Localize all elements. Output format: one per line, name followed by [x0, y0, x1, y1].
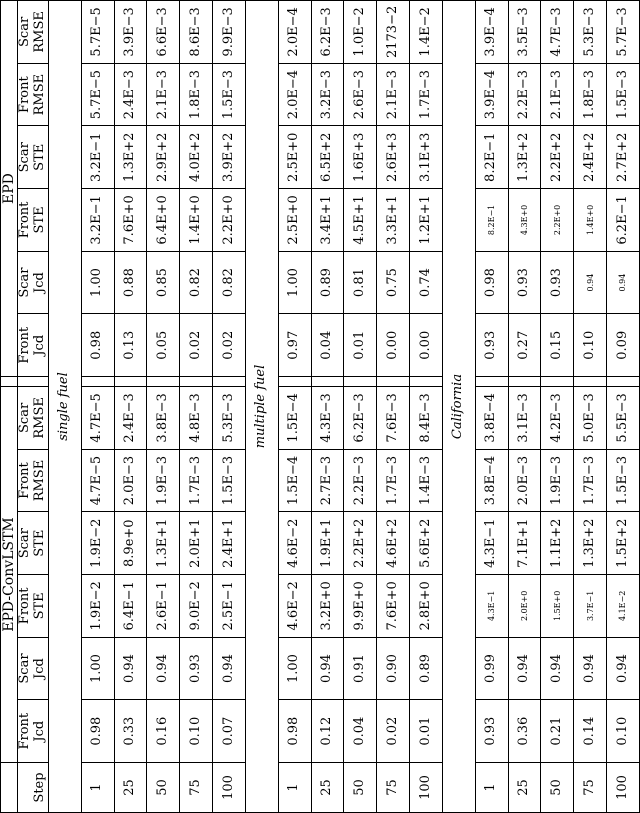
table-body	[48, 1, 639, 813]
value-cell: 1.4E−2	[410, 1, 443, 64]
value-cell: 1.8E−3	[574, 63, 607, 126]
metric-header-line2: Jcd	[32, 658, 48, 679]
value-cell: 1.00	[81, 251, 114, 314]
metric-header	[18, 314, 49, 377]
value-cell: 0.93	[475, 314, 508, 377]
value-cell: 0.01	[344, 314, 377, 377]
value-cell: 2.0E−3	[114, 449, 147, 512]
value-cell: 1.4E+0	[574, 189, 607, 252]
value-cell: 0.94	[311, 637, 344, 700]
value-cell: 3.8E−4	[475, 449, 508, 512]
metric-header-line2: Jcd	[32, 334, 48, 356]
value-cell: 5.7E−3	[607, 1, 640, 64]
metric-header-line1: Front	[17, 201, 33, 239]
value-cell: 1.6E+3	[344, 126, 377, 189]
value-cell: 0.98	[81, 314, 114, 377]
value-cell: 1.3E+2	[574, 512, 607, 575]
value-cell: 2.0E−4	[278, 1, 311, 64]
metric-header-line1: Scar	[17, 528, 33, 559]
value-cell: 8.4E−3	[410, 387, 443, 450]
value-cell: 1.9E−3	[541, 449, 574, 512]
value-cell: 2.5E−1	[213, 575, 246, 638]
step-cell: 75	[180, 763, 213, 813]
section-header-row	[442, 1, 475, 813]
value-cell: 2.8E+0	[410, 575, 443, 638]
value-cell: 2.5E+0	[278, 189, 311, 252]
value-cell: 3.2E−3	[311, 63, 344, 126]
metric-header-line2: Jcd	[32, 272, 48, 293]
table-row	[81, 1, 114, 813]
value-cell: 3.1E+3	[410, 126, 443, 189]
value-cell: 6.6E−3	[147, 1, 180, 64]
value-cell: 1.9E−2	[81, 575, 114, 638]
value-cell: 6.2E−3	[311, 1, 344, 64]
value-cell: 2.0E+0	[508, 575, 541, 638]
value-cell: 3.9E+2	[213, 126, 246, 189]
value-cell: 1.00	[81, 637, 114, 700]
value-cell: 0.14	[574, 700, 607, 763]
value-cell: 0.93	[180, 637, 213, 700]
value-cell: 2.2E−3	[508, 63, 541, 126]
metric-header-line2: RMSE	[32, 73, 48, 116]
value-cell: 0.13	[114, 314, 147, 377]
value-cell: 0.93	[475, 700, 508, 763]
value-cell: 7.6E+0	[377, 575, 410, 638]
model-header-epd-convlstm: EPD-ConvLSTM	[1, 387, 18, 763]
value-cell: 3.2E−1	[81, 189, 114, 252]
model-header-epd: EPD	[1, 1, 18, 377]
value-cell: 1.5E+2	[607, 512, 640, 575]
table-row	[541, 1, 574, 813]
value-cell: 0.98	[81, 700, 114, 763]
metric-header	[18, 575, 49, 638]
step-cell: 25	[114, 763, 147, 813]
metric-header	[18, 1, 49, 64]
value-cell: 1.7E−3	[410, 63, 443, 126]
value-cell: 0.94	[574, 251, 607, 314]
value-cell: 1.7E−3	[574, 449, 607, 512]
value-cell: 4.3E−1	[475, 512, 508, 575]
value-cell: 0.05	[147, 314, 180, 377]
value-cell: 0.94	[574, 637, 607, 700]
value-cell: 1.4E−3	[410, 449, 443, 512]
value-cell: 0.00	[377, 314, 410, 377]
metric-header-row	[18, 1, 49, 813]
step-cell: 1	[475, 763, 508, 813]
value-cell: 9.9E+0	[344, 575, 377, 638]
value-cell: 3.9E−3	[114, 1, 147, 64]
metric-header	[18, 63, 49, 126]
table-row	[180, 1, 213, 813]
value-cell: 8.9e+0	[114, 512, 147, 575]
value-cell: 0.04	[344, 700, 377, 763]
value-cell: 1.4E+0	[180, 189, 213, 252]
value-cell: 0.81	[344, 251, 377, 314]
value-cell: 5.3E−3	[574, 1, 607, 64]
value-cell: 8.2E−1	[475, 126, 508, 189]
value-cell: 6.2E−1	[607, 189, 640, 252]
value-cell: 3.7E−1	[574, 575, 607, 638]
value-cell: 0.36	[508, 700, 541, 763]
value-cell: 2.0E−3	[508, 449, 541, 512]
metric-header-line1: Front	[17, 712, 33, 750]
value-cell: 3.4E+1	[311, 189, 344, 252]
value-cell: 1.1E+2	[541, 512, 574, 575]
gap-cell	[344, 377, 377, 387]
table-row	[475, 1, 508, 813]
value-cell: 0.27	[508, 314, 541, 377]
metric-header-line2: RMSE	[32, 11, 48, 53]
value-cell: 2.7E+2	[607, 126, 640, 189]
value-cell: 2.1E−3	[147, 63, 180, 126]
metric-header-line2: STE	[32, 592, 48, 620]
value-cell: 0.82	[213, 251, 246, 314]
value-cell: 0.02	[180, 314, 213, 377]
metric-header	[18, 387, 49, 450]
value-cell: 3.9E−4	[475, 63, 508, 126]
value-cell: 1.5E−3	[607, 63, 640, 126]
value-cell: 3.2E+0	[311, 575, 344, 638]
value-cell: 4.7E−5	[81, 449, 114, 512]
step-cell: 50	[541, 763, 574, 813]
value-cell: 5.5E−3	[607, 387, 640, 450]
section-title: California	[442, 1, 475, 813]
section-header-row	[245, 1, 278, 813]
value-cell: 2.4E−3	[114, 387, 147, 450]
value-cell: 3.2E−1	[81, 126, 114, 189]
value-cell: 0.93	[541, 251, 574, 314]
value-cell: 7.6E+0	[114, 189, 147, 252]
value-cell: 0.98	[278, 700, 311, 763]
value-cell: 0.94	[213, 637, 246, 700]
section-title: single fuel	[48, 1, 81, 813]
value-cell: 2.4E−3	[114, 63, 147, 126]
table-row	[344, 1, 377, 813]
value-cell: 4.0E+2	[180, 126, 213, 189]
value-cell: 4.3E−3	[311, 387, 344, 450]
value-cell: 4.7E−5	[81, 387, 114, 450]
value-cell: 0.90	[377, 637, 410, 700]
metric-header	[18, 251, 49, 314]
gap-cell	[1, 377, 18, 387]
value-cell: 4.6E−2	[278, 575, 311, 638]
metric-header-line1: Front	[17, 76, 33, 113]
value-cell: 5.7E−5	[81, 63, 114, 126]
value-cell: 0.01	[410, 700, 443, 763]
step-cell: 100	[410, 763, 443, 813]
value-cell: 9.9E−3	[213, 1, 246, 64]
gap-cell	[114, 377, 147, 387]
value-cell: 2.0E+1	[180, 512, 213, 575]
value-cell: 2.0E−4	[278, 63, 311, 126]
value-cell: 0.10	[180, 700, 213, 763]
value-cell: 0.10	[574, 314, 607, 377]
value-cell: 0.94	[541, 637, 574, 700]
table-row	[147, 1, 180, 813]
value-cell: 0.12	[311, 700, 344, 763]
value-cell: 0.21	[541, 700, 574, 763]
gap-cell	[508, 377, 541, 387]
value-cell: 7.1E+1	[508, 512, 541, 575]
value-cell: 3.3E+1	[377, 189, 410, 252]
value-cell: 1.3E+1	[147, 512, 180, 575]
value-cell: 1.5E−4	[278, 387, 311, 450]
value-cell: 0.75	[377, 251, 410, 314]
table-row	[410, 1, 443, 813]
value-cell: 2.5E+0	[278, 126, 311, 189]
value-cell: 2.2E+2	[541, 126, 574, 189]
value-cell: 0.00	[410, 314, 443, 377]
value-cell: 0.85	[147, 251, 180, 314]
value-cell: 0.97	[278, 314, 311, 377]
value-cell: 0.10	[607, 700, 640, 763]
value-cell: 4.8E−3	[180, 387, 213, 450]
value-cell: 0.04	[311, 314, 344, 377]
gap-cell	[278, 377, 311, 387]
value-cell: 2.2E+0	[541, 189, 574, 252]
gap-cell	[81, 377, 114, 387]
value-cell: 1.3E+2	[508, 126, 541, 189]
table-row	[311, 1, 344, 813]
value-cell: 1.5E−3	[213, 449, 246, 512]
value-cell: 4.5E+1	[344, 189, 377, 252]
value-cell: 0.09	[607, 314, 640, 377]
value-cell: 2.4E+1	[213, 512, 246, 575]
table-row	[278, 1, 311, 813]
value-cell: 0.82	[180, 251, 213, 314]
table-row	[377, 1, 410, 813]
value-cell: 3.8E−3	[147, 387, 180, 450]
step-cell: 25	[508, 763, 541, 813]
gap-cell	[410, 377, 443, 387]
value-cell: 0.99	[475, 637, 508, 700]
value-cell: 2.6E−1	[147, 575, 180, 638]
value-cell: 0.89	[410, 637, 443, 700]
value-cell: 1.00	[278, 251, 311, 314]
step-cell: 75	[574, 763, 607, 813]
value-cell: 0.93	[508, 251, 541, 314]
step-cell: 25	[311, 763, 344, 813]
value-cell: 6.2E−3	[344, 387, 377, 450]
value-cell: 1.2E+1	[410, 189, 443, 252]
table-row	[607, 1, 640, 813]
value-cell: 0.94	[508, 637, 541, 700]
gap-cell	[213, 377, 246, 387]
metric-header	[18, 512, 49, 575]
metric-header-line2: RMSE	[32, 397, 48, 439]
value-cell: 0.33	[114, 700, 147, 763]
value-cell: 6.4E+0	[147, 189, 180, 252]
value-cell: 1.5E−4	[278, 449, 311, 512]
value-cell: 1.8E−3	[180, 63, 213, 126]
value-cell: 5.0E−3	[574, 387, 607, 450]
model-header-row	[1, 1, 18, 813]
metric-header-line1: Scar	[17, 142, 33, 173]
corner-cell	[1, 763, 18, 813]
value-cell: 4.7E−3	[541, 1, 574, 64]
step-cell: 75	[377, 763, 410, 813]
metric-header-line1: Scar	[17, 402, 33, 433]
value-cell: 0.02	[213, 314, 246, 377]
value-cell: 3.9E−4	[475, 1, 508, 64]
table-row	[213, 1, 246, 813]
value-cell: 2.1E−3	[377, 63, 410, 126]
value-cell: 4.1E−2	[607, 575, 640, 638]
value-cell: 0.74	[410, 251, 443, 314]
value-cell: 1.9E+1	[311, 512, 344, 575]
metric-header	[18, 189, 49, 252]
metric-header-line2: STE	[32, 143, 48, 171]
table-row	[574, 1, 607, 813]
value-cell: 1.5E−3	[213, 63, 246, 126]
value-cell: 0.98	[475, 251, 508, 314]
value-cell: 4.6E+2	[377, 512, 410, 575]
value-cell: 2.2E+0	[213, 189, 246, 252]
gap-cell	[147, 377, 180, 387]
value-cell: 1.7E−3	[377, 449, 410, 512]
value-cell: 3.1E−3	[508, 387, 541, 450]
gap-cell	[311, 377, 344, 387]
gap-cell	[18, 377, 49, 387]
value-cell: 2.2E−3	[344, 449, 377, 512]
value-cell: 4.2E−3	[541, 387, 574, 450]
value-cell: 9.0E−2	[180, 575, 213, 638]
metric-header	[18, 637, 49, 700]
section-title: multiple fuel	[245, 1, 278, 813]
metric-header	[18, 700, 49, 763]
value-cell: 7.6E−3	[377, 387, 410, 450]
value-cell: 0.94	[114, 637, 147, 700]
value-cell: 2.4E+2	[574, 126, 607, 189]
value-cell: 2.9E+2	[147, 126, 180, 189]
metric-header-line1: Scar	[17, 653, 33, 684]
gap-cell	[475, 377, 508, 387]
table-row	[114, 1, 147, 813]
metric-header-line2: Jcd	[32, 720, 48, 742]
value-cell: 8.6E−3	[180, 1, 213, 64]
gap-cell	[377, 377, 410, 387]
metric-header	[18, 449, 49, 512]
value-cell: 2.1E−3	[541, 63, 574, 126]
metric-header-line1: Scar	[17, 16, 33, 47]
value-cell: 5.7E−5	[81, 1, 114, 64]
value-cell: 3.5E−3	[508, 1, 541, 64]
step-cell: 50	[147, 763, 180, 813]
value-cell: 8.2E−1	[475, 189, 508, 252]
value-cell: 1.9E−3	[147, 449, 180, 512]
value-cell: 0.88	[114, 251, 147, 314]
value-cell: 0.16	[147, 700, 180, 763]
value-cell: 5.6E+2	[410, 512, 443, 575]
step-cell: 100	[607, 763, 640, 813]
value-cell: 2.6E−3	[344, 63, 377, 126]
metric-header-line1: Front	[17, 326, 33, 364]
metric-header	[18, 126, 49, 189]
value-cell: 4.3E+0	[508, 189, 541, 252]
value-cell: 2.7E−3	[311, 449, 344, 512]
metric-header-line1: Scar	[17, 267, 33, 298]
value-cell: 6.4E−1	[114, 575, 147, 638]
step-cell: 1	[81, 763, 114, 813]
gap-cell	[574, 377, 607, 387]
value-cell: 2173−2	[377, 1, 410, 64]
value-cell: 1.3E+2	[114, 126, 147, 189]
value-cell: 0.94	[147, 637, 180, 700]
step-cell: 100	[213, 763, 246, 813]
metric-header-line2: STE	[32, 206, 48, 234]
value-cell: 0.15	[541, 314, 574, 377]
value-cell: 1.5E−3	[607, 449, 640, 512]
step-cell: 50	[344, 763, 377, 813]
step-cell: 1	[278, 763, 311, 813]
step-header: Step	[18, 763, 49, 813]
value-cell: 1.00	[278, 637, 311, 700]
value-cell: 0.94	[607, 637, 640, 700]
value-cell: 6.5E+2	[311, 126, 344, 189]
metric-header-line2: STE	[32, 529, 48, 557]
value-cell: 5.3E−3	[213, 387, 246, 450]
value-cell: 2.6E+3	[377, 126, 410, 189]
value-cell: 3.8E−4	[475, 387, 508, 450]
table-row	[508, 1, 541, 813]
value-cell: 1.7E−3	[180, 449, 213, 512]
value-cell: 0.91	[344, 637, 377, 700]
value-cell: 0.02	[377, 700, 410, 763]
value-cell: 0.94	[607, 251, 640, 314]
gap-cell	[180, 377, 213, 387]
value-cell: 1.9E−2	[81, 512, 114, 575]
value-cell: 2.2E+2	[344, 512, 377, 575]
metric-header-line1: Front	[17, 587, 33, 625]
gap-cell	[541, 377, 574, 387]
metric-header-line2: RMSE	[32, 459, 48, 502]
value-cell: 1.0E−2	[344, 1, 377, 64]
section-header-row	[48, 1, 81, 813]
gap-cell	[607, 377, 640, 387]
value-cell: 4.6E−2	[278, 512, 311, 575]
value-cell: 0.07	[213, 700, 246, 763]
value-cell: 0.89	[311, 251, 344, 314]
value-cell: 4.3E−1	[475, 575, 508, 638]
metric-header-line1: Front	[17, 462, 33, 499]
value-cell: 1.5E+0	[541, 575, 574, 638]
